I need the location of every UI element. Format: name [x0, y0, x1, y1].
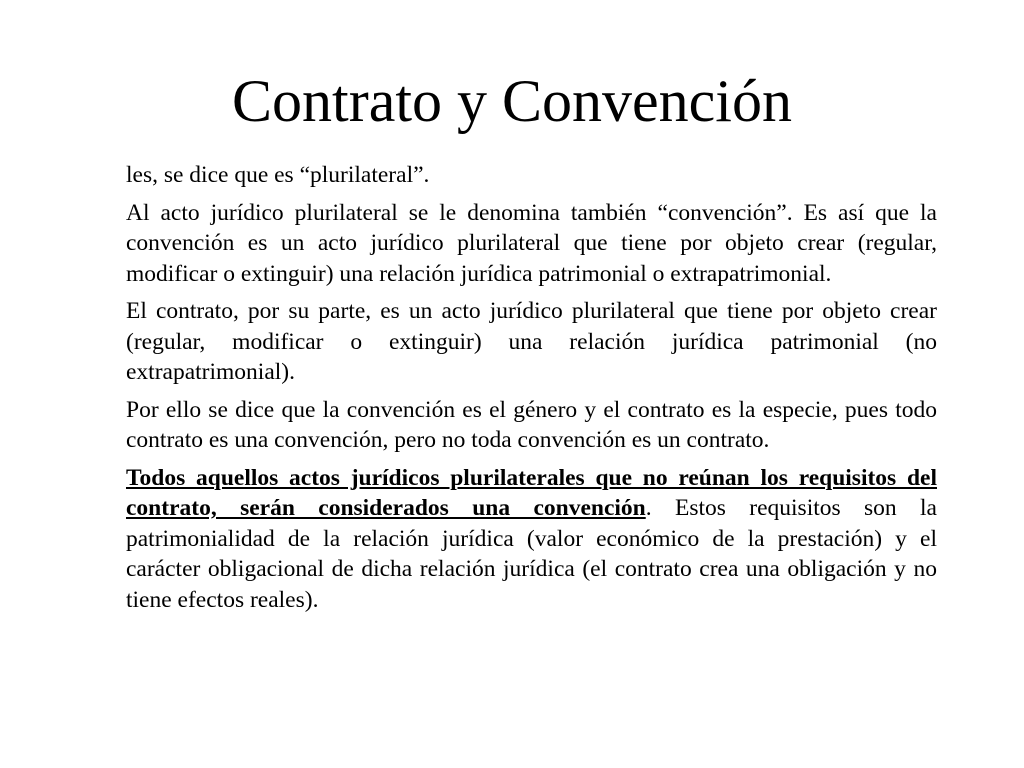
requisitos-explanation: . Estos requisitos son la patrimonialidad de la relación jurídica (valor económico de la prestación) y el carácter obligacional de dicha relación jurídica (el contrato crea una obligación y no tiene efectos reales). [126, 495, 937, 613]
emphasized-statement: Todos aquellos actos jurídicos plurilaterales que no reúnan los requisitos del contrato, serán considerados una convención [126, 464, 937, 521]
paragraph-requisitos [126, 463, 937, 616]
paragraph-convencion-definition: Al acto jurídico plurilateral se le denomina también “convención”. Es así que la convención es un acto jurídico plurilateral que tiene por objeto crear (regular, modificar o extinguir) una relación jurídica patrimonial o extrapatrimonial. [126, 199, 937, 287]
paragraph-genero-especie: Por ello se dice que la convención es el género y el contrato es la especie, pues todo contrato es una convención, pero no toda convención es un contrato. [126, 396, 937, 453]
slide-body [126, 160, 937, 622]
slide-title: Contrato y Convención [232, 68, 792, 134]
paragraph-continuation: les, se dice que es “plurilateral”. [126, 162, 430, 188]
paragraph-contrato-definition: El contrato, por su parte, es un acto jurídico plurilateral que tiene por objeto crear (regular, modificar o extinguir) una relación jurídica patrimonial (no extrapatrimonial). [126, 298, 937, 385]
